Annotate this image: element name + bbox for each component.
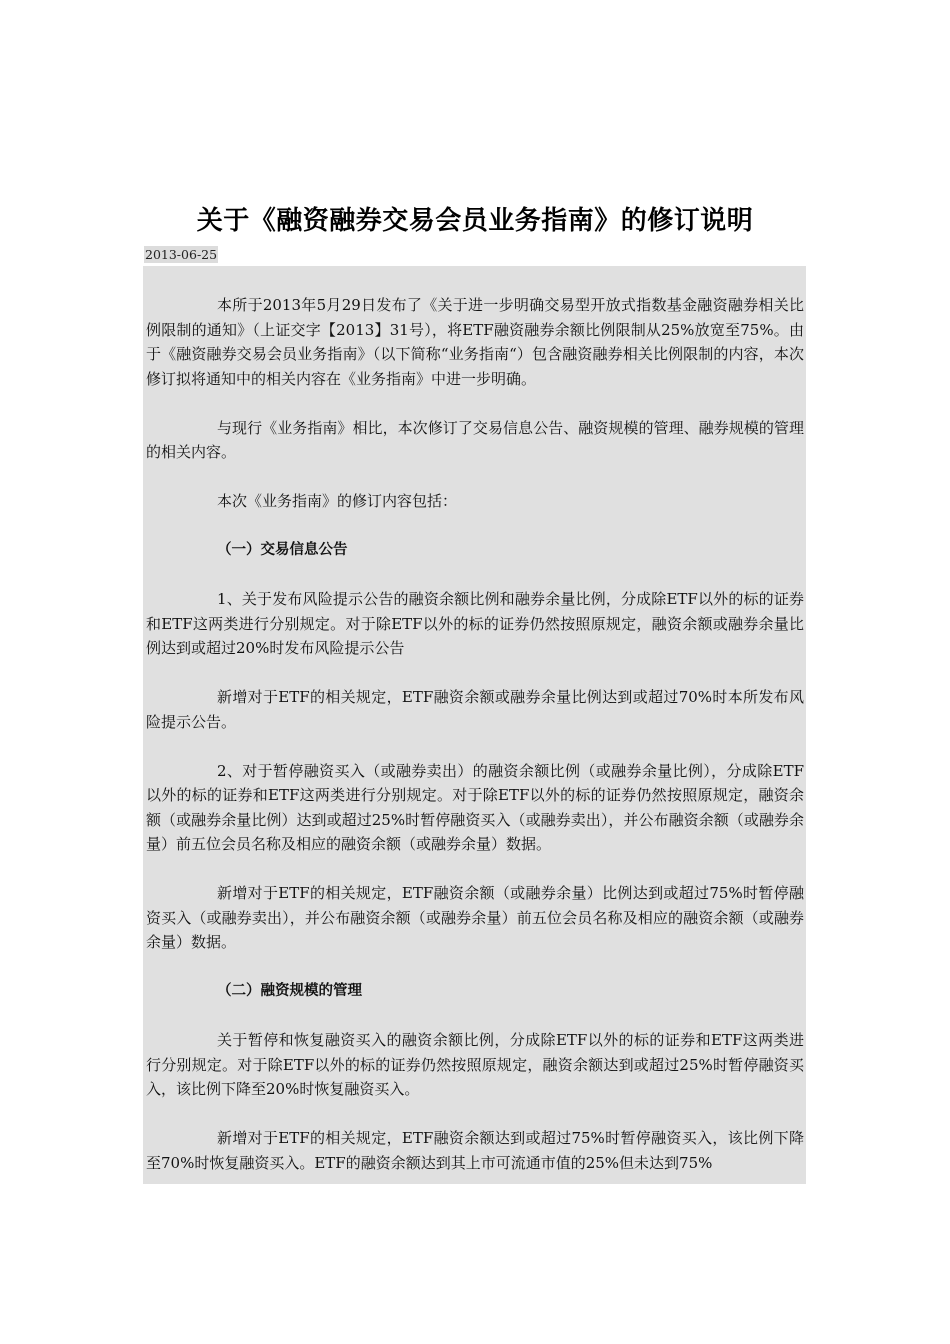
document-title: 关于《融资融券交易会员业务指南》的修订说明 bbox=[196, 206, 754, 236]
section-heading: （二）融资规模的管理 bbox=[217, 983, 362, 999]
section-heading: （一）交易信息公告 bbox=[217, 542, 348, 558]
paragraph: 新增对于ETF的相关规定，ETF融资余额或融券余量比例达到或超过70%时本所发布风险提示公告。 bbox=[146, 688, 804, 731]
paragraph: 关于暂停和恢复融资买入的融资余额比例，分成除ETF以外的标的证券和ETF这两类进行分别规定。对于除ETF以外的标的证券仍然按照原规定，融资余额达到或超过25%时暂停融资买入，该比例下降至20%时恢复融资买入。 bbox=[146, 1031, 804, 1098]
paragraph: 本次《业务指南》的修订内容包括： bbox=[217, 492, 458, 510]
paragraph: 本所于2013年5月29日发布了《关于进一步明确交易型开放式指数基金融资融券相关比例限制的通知》（上证交字【2013】31号），将ETF融资融券余额比例限制从25%放宽至75%。由于《融资融券交易会员业务指南》（以下简称“业务指南“）包含融资融券相关比例限制的内容，本次修订拟将通知中的相关内容在《业务指南》中进一步明确。 bbox=[146, 296, 804, 388]
publish-date: 2013-06-25 bbox=[145, 247, 218, 262]
article-body bbox=[143, 266, 806, 1184]
paragraph: 新增对于ETF的相关规定，ETF融资余额（或融券余量）比例达到或超过75%时暂停融资买入（或融券卖出），并公布融资余额（或融券余量）前五位会员名称及相应的融资余额（或融券余量）数据。 bbox=[146, 884, 804, 951]
paragraph: 与现行《业务指南》相比，本次修订了交易信息公告、融资规模的管理、融券规模的管理的相关内容。 bbox=[146, 418, 804, 461]
paragraph: 2、对于暂停融资买入（或融券卖出）的融资余额比例（或融券余量比例），分成除ETF以外的标的证券和ETF这两类进行分别规定。对于除ETF以外的标的证券仍然按照原规定，融资余额（或融券余量比例）达到或超过25%时暂停融资买入（或融券卖出），并公布融资余额（或融券余量）前五位会员名称及相应的融资余额（或融券余量）数据。 bbox=[146, 761, 804, 853]
paragraph: 新增对于ETF的相关规定，ETF融资余额达到或超过75%时暂停融资买入，该比例下降至70%时恢复融资买入。ETF的融资余额达到其上市可流通市值的25%但未达到75% bbox=[146, 1129, 804, 1172]
paragraph: 1、关于发布风险提示公告的融资余额比例和融券余量比例，分成除ETF以外的标的证券和ETF这两类进行分别规定。对于除ETF以外的标的证券仍然按照原规定，融资余额或融券余量比例达到或超过20%时发布风险提示公告 bbox=[146, 590, 804, 657]
